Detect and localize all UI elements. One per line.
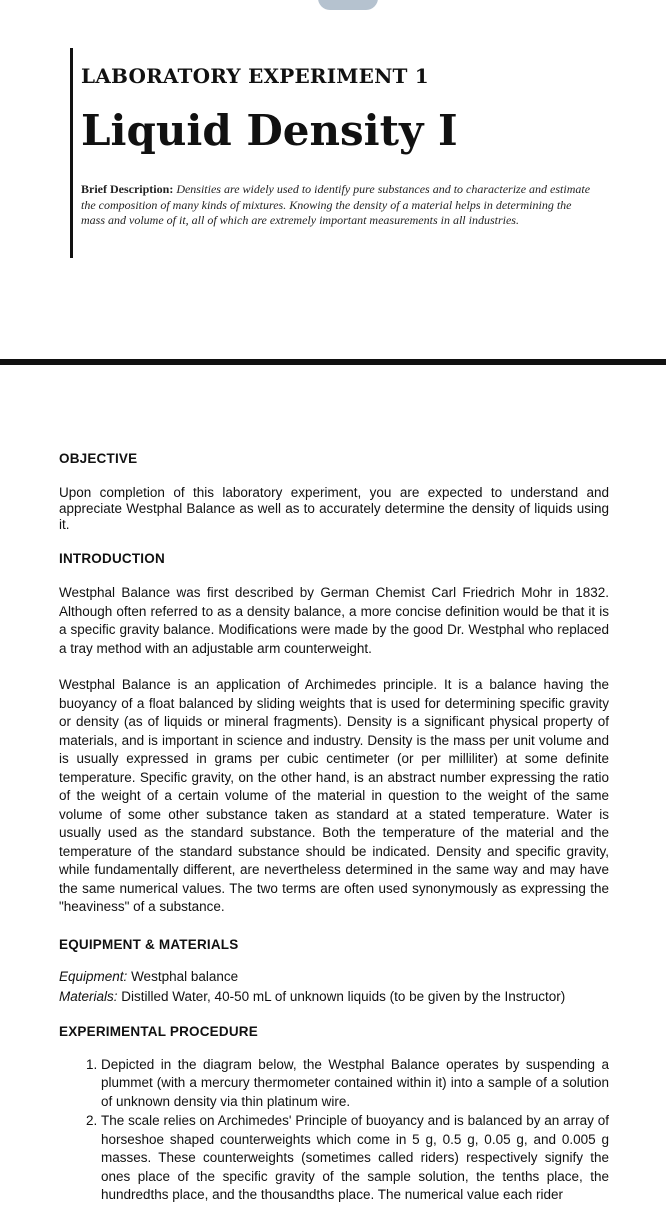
brief-label: Brief Description: <box>81 182 174 196</box>
section-divider <box>0 359 666 365</box>
introduction-heading: INTRODUCTION <box>59 550 165 566</box>
equipment-label: Equipment: <box>59 969 128 984</box>
equipment-line <box>59 968 609 987</box>
equipment-heading: EQUIPMENT & MATERIALS <box>59 936 239 952</box>
procedure-step <box>101 1112 609 1205</box>
title-header-block <box>70 48 603 258</box>
procedure-step <box>101 1056 609 1112</box>
lab-label: LABORATORY EXPERIMENT 1 <box>81 64 429 88</box>
materials-label: Materials: <box>59 988 118 1004</box>
page-title: Liquid Density I <box>81 106 458 155</box>
brief-description <box>81 182 593 229</box>
introduction-paragraph: Westphal Balance was first described by German Chemist Carl Friedrich Mohr in 1832. Although often referred to as a density balance, a more concise definition would be that it is a specific gravity balance. Modifications were made by the good Dr. Westphal who replaced a tray method with an adjustable arm counterweight. <box>59 585 609 656</box>
objective-heading: OBJECTIVE <box>59 451 138 466</box>
procedure-steps <box>59 1056 609 1205</box>
introduction-paragraph: Westphal Balance is an application of Archimedes principle. It is a balance having the buoyancy of a float balanced by sliding weights that is used for determining specific gravity or density (as of liquids or mineral fragments). Density is a significant physical property of materials, and is important in science and industry. Density is the mass per unit volume and is usually expressed in grams per cubic centimeter (or per milliliter) at some definite temperature. Specific gravity, on the other hand, is an abstract number expressing the ratio of the weight of a certain volume of the material in question to the weight of the same volume of some other substance taken as standard at a stated temperature. Water is usually used as the standard substance. Both the temperature of the material and the temperature of the standard substance should be indicated. Density and specific gravity, while fundamentally different, are nevertheless determined in the same way and may have the same numerical values. The two terms are often used synonymously as expressing the "heaviness" of a substance. <box>59 677 609 914</box>
document-body <box>59 450 609 1205</box>
materials-line <box>59 988 609 1007</box>
brief-text: Densities are widely used to identify pure substances and to characterize and estimate the composition of many kinds of mixtures. Knowing the density of a material helps in determining the mass and volume of it, all of which are extremely important measurements in all industries. <box>81 182 591 227</box>
procedure-step-text: 1. Depicted in the diagram below, the Westphal Balance operates by suspending a plummet (with a mercury thermometer contained within it) into a sample of a solution of unknown density via thin platinum wire. <box>101 1056 609 1109</box>
equipment-value: Westphal balance <box>131 969 239 984</box>
materials-value: Distilled Water, 40-50 mL of unknown liquids (to be given by the Instructor) <box>121 988 566 1004</box>
procedure-heading: EXPERIMENTAL PROCEDURE <box>59 1024 258 1039</box>
top-page-tab <box>318 0 378 10</box>
objective-text: Upon completion of this laboratory experiment, you are expected to understand and appreciate Westphal Balance as well as to accurately determine the density of liquids using it. <box>59 484 609 532</box>
procedure-step-text: 2. The scale relies on Archimedes' Principle of buoyancy and is balanced by an array of horseshoe shaped counterweights which come in 5 g, 0.5 g, 0.05 g, and 0.005 g masses. These counterweights (sometimes called riders) respectively signify the ones place of the specific gravity of the sample solution, the tenths place, the hundredths place, and the thousandths place. The numerical value each rider <box>101 1113 609 1202</box>
